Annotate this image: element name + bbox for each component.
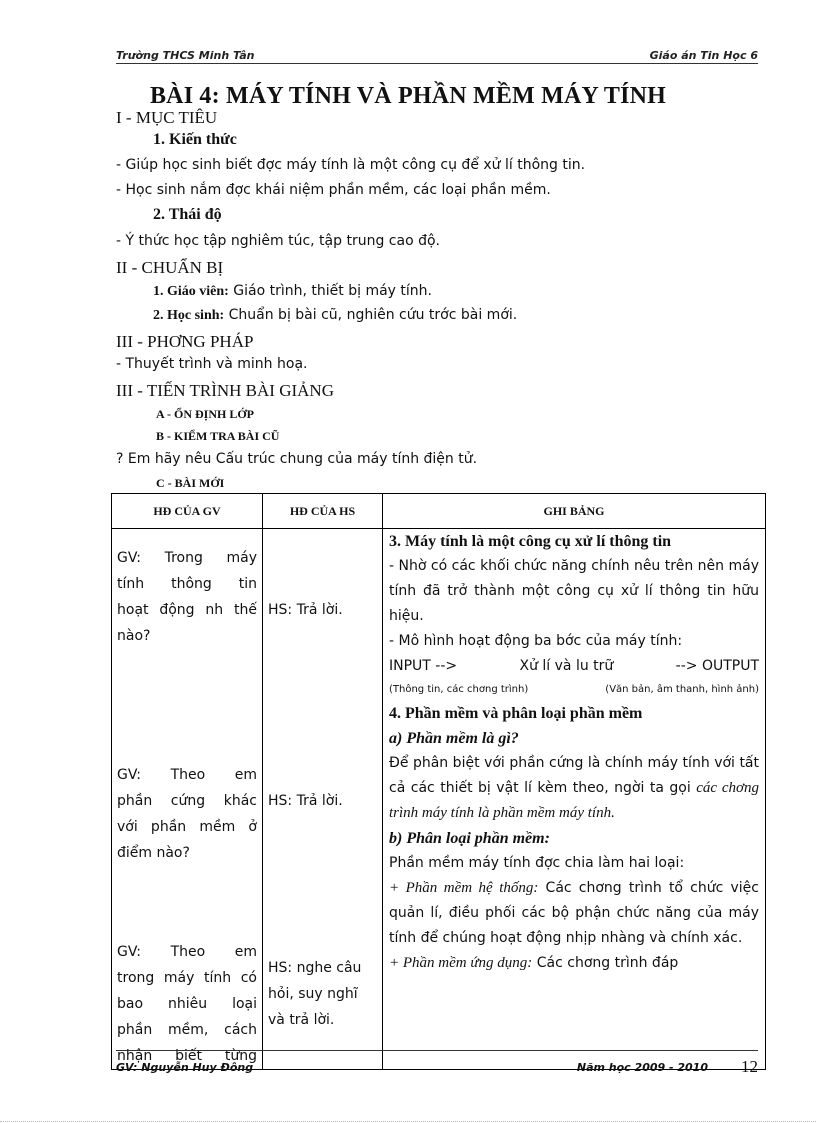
giao-vien-line bbox=[153, 283, 432, 300]
giao-vien-text: Giáo trình, thiết bị máy tính. bbox=[228, 283, 432, 299]
lesson-table bbox=[111, 493, 766, 1070]
hs3-line: HS: nghe câu bbox=[268, 960, 362, 976]
ghi-sys bbox=[389, 876, 759, 951]
hs-column bbox=[263, 529, 383, 1070]
thai-do-heading: 2. Thái độ bbox=[153, 206, 222, 223]
gv1-line: GV: Trong máy bbox=[117, 550, 257, 566]
on-dinh-lop: A - ỔN ĐỊNH LỚP bbox=[156, 407, 255, 421]
app-label: + Phần mềm ứng dụng: bbox=[389, 955, 533, 971]
page-number: 12 bbox=[741, 1057, 758, 1076]
phuong-phap-text: - Thuyết trình và minh hoạ. bbox=[116, 356, 308, 372]
ghi-bang-content bbox=[383, 529, 765, 976]
io-model bbox=[389, 654, 759, 679]
gv3-line: GV: Theo em bbox=[117, 944, 257, 960]
bai-moi: C - BÀI MỚI bbox=[156, 476, 225, 490]
col-header-ghi-bang: GHI BẢNG bbox=[383, 494, 766, 529]
hs-block-1 bbox=[263, 597, 382, 623]
hs2-line: HS: Trả lời. bbox=[268, 793, 343, 809]
gv3-line: nhận biết từng bbox=[117, 1048, 257, 1064]
col-header-hs: HĐ CỦA HS bbox=[263, 494, 383, 529]
ghi-p1: - Nhờ có các khối chức năng chính nêu trên nên máy tính đã trở thành một công cụ xử lí thông tin hữu hiệu. bbox=[389, 558, 759, 624]
footer-year: Năm học 2009 - 2010 bbox=[576, 1061, 708, 1074]
ghi-app bbox=[389, 951, 759, 976]
app-text: Các chơng trình đáp bbox=[532, 955, 679, 971]
col-header-gv: HĐ CỦA GV bbox=[112, 494, 263, 529]
a-text: Để phân biệt với phần cứng là chính máy tính với tất cả các thiết bị vật lí kèm theo, ngời ta gọi bbox=[389, 755, 759, 796]
heading-4: 4. Phần mềm và phân loại phần mềm bbox=[389, 705, 643, 722]
sys-text: Các chơng trình tổ chức việc quản lí, điều phối các bộ phận chức năng của máy tính để chúng hoạt động nhịp nhàng và chính xác. bbox=[389, 880, 759, 946]
page-title: BÀI 4: MÁY TÍNH VÀ PHẦN MỀM MÁY TÍNH bbox=[149, 83, 667, 109]
io-process: Xử lí và lu trữ bbox=[519, 658, 614, 674]
io-note-left: (Thông tin, các chơng trình) bbox=[389, 684, 529, 695]
gv2-line: điểm nào? bbox=[117, 845, 190, 861]
kien-thuc-line-2: - Học sinh nắm đợc khái niệm phần mềm, các loại phần mềm. bbox=[116, 182, 551, 198]
gv1-line: tính thông tin bbox=[117, 576, 257, 592]
gv-block-2 bbox=[112, 762, 262, 866]
io-input: INPUT --> bbox=[389, 658, 458, 674]
kiem-tra-bai-cu: B - KIỂM TRA BÀI CŨ bbox=[156, 429, 280, 443]
gv-block-1 bbox=[112, 545, 262, 649]
gv-column bbox=[112, 529, 263, 1070]
gv2-line: phần cứng khác bbox=[117, 793, 257, 809]
sys-label: + Phần mềm hệ thống: bbox=[389, 880, 539, 896]
hoc-sinh-label: 2. Học sinh: bbox=[153, 308, 225, 323]
heading-3: 3. Máy tính là một công cụ xử lí thông tin bbox=[389, 533, 672, 550]
hoc-sinh-line bbox=[153, 307, 517, 324]
io-note-right: (Văn bản, âm thanh, hình ảnh) bbox=[605, 684, 759, 695]
ghi-b-text: Phần mềm máy tính đợc chia làm hai loại: bbox=[389, 855, 685, 871]
a-italic: các chơng trình máy tính là phần mềm máy tính. bbox=[389, 780, 759, 821]
gv3-line: phần mềm, cách bbox=[117, 1022, 257, 1038]
table-row bbox=[112, 529, 766, 1070]
hs3-line: và trả lời. bbox=[268, 1012, 335, 1028]
page-header bbox=[116, 49, 758, 64]
hs-block-3 bbox=[263, 955, 382, 1033]
section-1-heading: I - MỤC TIÊU bbox=[116, 108, 218, 127]
footer-teacher: GV: Nguyễn Huy Đông bbox=[116, 1061, 254, 1074]
table-header-row bbox=[112, 494, 766, 529]
gv3-line: bao nhiêu loại bbox=[117, 996, 257, 1012]
thai-do-line: - Ý thức học tập nghiêm túc, tập trung cao độ. bbox=[116, 233, 440, 249]
kien-thuc-line-1: - Giúp học sinh biết đợc máy tính là một công cụ để xử lí thông tin. bbox=[116, 157, 586, 173]
giao-vien-label: 1. Giáo viên: bbox=[153, 284, 229, 299]
section-4-heading: III - TIẾN TRÌNH BÀI GIẢNG bbox=[116, 381, 334, 400]
header-school: Trường THCS Minh Tân bbox=[116, 49, 255, 62]
section-2-heading: II - CHUẨN BỊ bbox=[116, 258, 224, 277]
hs3-line: hỏi, suy nghĩ bbox=[268, 986, 358, 1002]
ghi-bang-column bbox=[383, 529, 766, 1070]
section-3-heading: III - PHƠNG PHÁP bbox=[116, 332, 254, 351]
page-bottom-dotted-line bbox=[0, 1121, 816, 1122]
page-footer bbox=[116, 1050, 758, 1081]
hs1-line: HS: Trả lời. bbox=[268, 602, 343, 618]
header-course: Giáo án Tin Học 6 bbox=[649, 49, 758, 62]
gv1-line: nào? bbox=[117, 628, 151, 644]
gv3-line: trong máy tính có bbox=[117, 970, 257, 986]
ghi-a-text bbox=[389, 751, 759, 826]
ghi-p2: - Mô hình hoạt động ba bớc của máy tính: bbox=[389, 633, 683, 649]
gv1-line: hoạt động nh thế bbox=[117, 602, 257, 618]
io-output: --> OUTPUT bbox=[675, 658, 759, 674]
gv2-line: GV: Theo em bbox=[117, 767, 257, 783]
subheading-b: b) Phân loại phần mềm: bbox=[389, 830, 550, 847]
gv2-line: với phần mềm ở bbox=[117, 819, 257, 835]
hs-block-2 bbox=[263, 788, 382, 814]
review-question: ? Em hãy nêu Cấu trúc chung của máy tính điện tử. bbox=[116, 451, 478, 467]
kien-thuc-heading: 1. Kiến thức bbox=[153, 131, 237, 148]
hoc-sinh-text: Chuẩn bị bài cũ, nghiên cứu trớc bài mới. bbox=[224, 307, 518, 323]
subheading-a: a) Phần mềm là gì? bbox=[389, 730, 519, 747]
io-notes bbox=[389, 679, 759, 701]
